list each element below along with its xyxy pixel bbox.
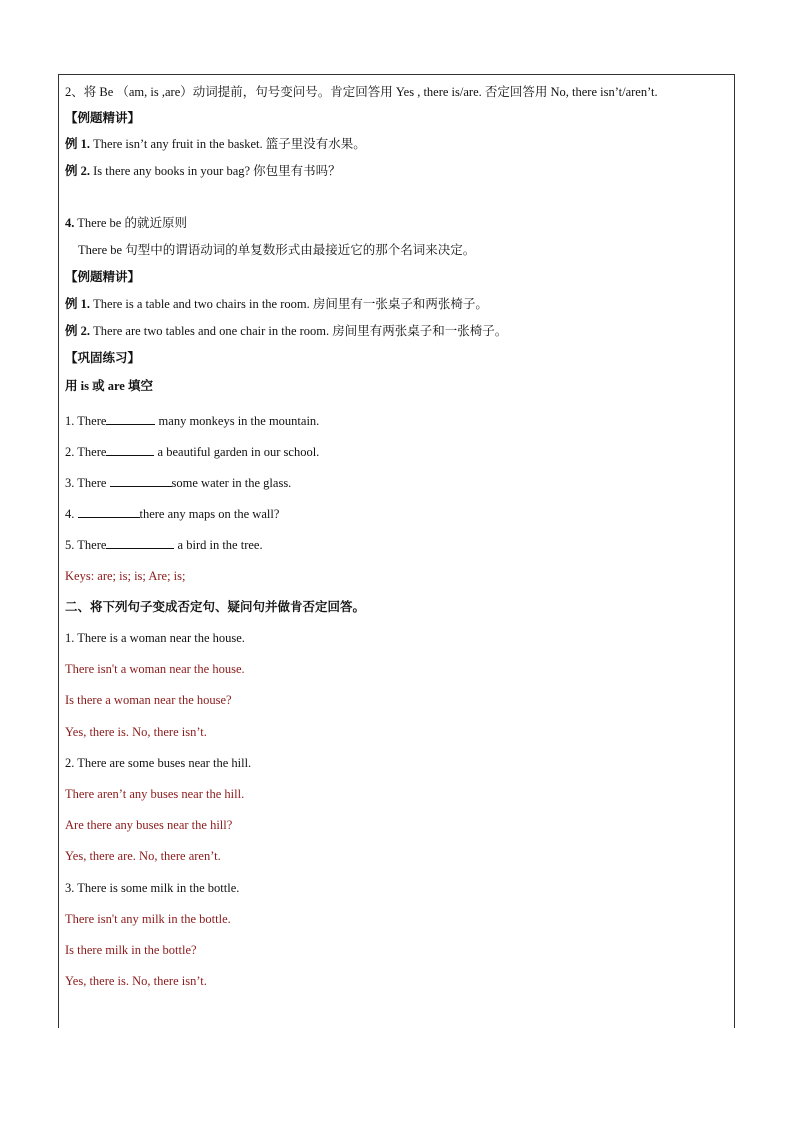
example-2 <box>65 163 341 179</box>
exercise-3-answers: Yes, there is. No, there isn’t. <box>65 974 207 988</box>
exercise-2-sentence: 2. There are some buses near the hill. <box>65 756 252 770</box>
exercise-1-negative: There isn't a woman near the house. <box>65 662 245 676</box>
question-3 <box>65 474 291 491</box>
exercise-3-question: Is there milk in the bottle? <box>65 943 197 957</box>
question-start: 1. There <box>65 414 107 428</box>
exercise-1-sentence: 1. There is a woman near the house. <box>65 631 245 645</box>
question-5 <box>65 536 263 553</box>
examples-heading: 【例题精讲】 <box>65 111 141 125</box>
answer-blank[interactable] <box>106 412 155 425</box>
example-4 <box>65 323 507 339</box>
question-end: some water in the glass. <box>171 476 292 490</box>
rule-2-text: 2、将 Be （am, is ,are）动词提前，句号变问号。肯定回答用 Yes , there is/are. 否定回答用 No, there isn’t/aren’t. <box>65 85 658 99</box>
section-4-description: There be 句型中的谓语动词的单复数形式由最接近它的那个名词来决定。 <box>78 243 476 257</box>
part-2-title: 二、将下列句子变成否定句、疑问句并做肯否定回答。 <box>65 600 366 614</box>
exercise-1-question: Is there a woman near the house? <box>65 693 232 707</box>
question-start: 2. There <box>65 445 107 459</box>
example-text: There isn’t any fruit in the basket. 篮子里没有水果。 <box>90 137 366 151</box>
example-text: There is a table and two chairs in the room. 房间里有一张桌子和两张椅子。 <box>90 297 488 311</box>
question-end: a bird in the tree. <box>174 538 263 552</box>
question-start: 3. There <box>65 476 110 490</box>
question-end: many monkeys in the mountain. <box>155 414 320 428</box>
question-start: 5. There <box>65 538 107 552</box>
answer-blank[interactable] <box>106 536 174 549</box>
exercise-2-negative: There aren’t any buses near the hill. <box>65 787 245 801</box>
section-4-title <box>65 215 187 231</box>
example-label: 例 1. <box>65 137 91 151</box>
question-start: 4. <box>65 507 78 521</box>
exercise-2-answers: Yes, there are. No, there aren’t. <box>65 849 221 863</box>
example-text: Is there any books in your bag? 你包里有书吗？ <box>90 164 341 178</box>
answer-blank[interactable] <box>78 505 140 518</box>
section-number: 4. <box>65 216 75 230</box>
example-label: 例 1. <box>65 297 91 311</box>
example-label: 例 2. <box>65 164 91 178</box>
question-end: there any maps on the wall? <box>139 507 280 521</box>
answer-keys: Keys: are; is; is; Are; is; <box>65 569 186 583</box>
question-1 <box>65 412 319 429</box>
example-1 <box>65 136 366 152</box>
fill-in-title: 用 is 或 are 填空 <box>65 379 153 393</box>
answer-blank[interactable] <box>106 443 154 456</box>
section-title: There be 的就近原则 <box>74 216 187 230</box>
exercise-2-question: Are there any buses near the hill? <box>65 818 233 832</box>
practice-heading: 【巩固练习】 <box>65 351 141 365</box>
example-text: There are two tables and one chair in the room. 房间里有两张桌子和一张椅子。 <box>90 324 508 338</box>
examples-heading: 【例题精讲】 <box>65 270 141 284</box>
question-end: a beautiful garden in our school. <box>154 445 320 459</box>
example-3 <box>65 296 488 312</box>
exercise-1-answers: Yes, there is. No, there isn’t. <box>65 725 207 739</box>
exercise-3-negative: There isn't any milk in the bottle. <box>65 912 231 926</box>
exercise-3-sentence: 3. There is some milk in the bottle. <box>65 881 240 895</box>
answer-blank[interactable] <box>110 474 172 487</box>
question-4 <box>65 505 279 522</box>
example-label: 例 2. <box>65 324 91 338</box>
question-2 <box>65 443 319 460</box>
